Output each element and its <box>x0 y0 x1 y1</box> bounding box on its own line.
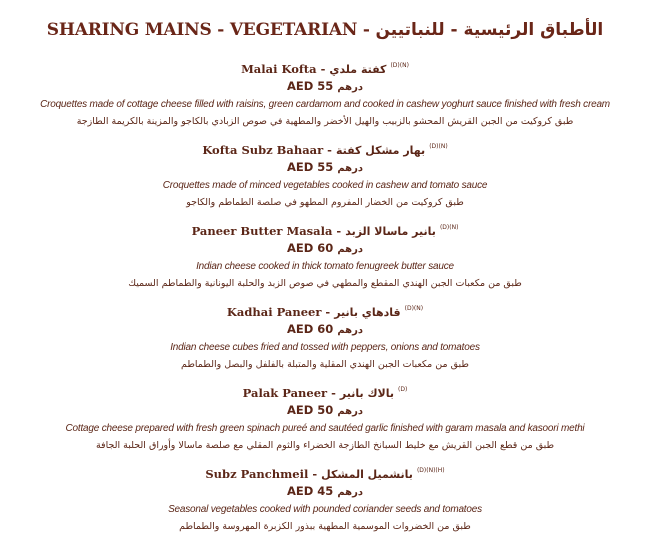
price-english: AED 55 <box>287 79 334 93</box>
dish-name-english: Paneer Butter Masala - <box>191 224 342 238</box>
dish-name <box>5 462 645 483</box>
price-english: AED 60 <box>287 241 334 255</box>
description-english: Indian cheese cooked in thick tomato fenugreek butter sauce <box>196 261 454 272</box>
title-english: SHARING MAINS - VEGETARIAN - <box>46 20 370 40</box>
price-arabic: درهم <box>337 82 363 93</box>
price-english: AED 45 <box>287 484 334 498</box>
dish-name-english: Palak Paneer - <box>242 386 336 400</box>
description-english: Croquettes made of cottage cheese filled with raisins, green cardamom and cooked in cashew yoghurt sauce finished with fresh cream <box>40 99 610 110</box>
description-arabic: طبق من قطع الجبن القريش مع خليط السبانخ الطازجة الخضراء والثوم المقلي مع صلصة ماسالا وأوراق الحلبة الجافة <box>95 440 555 451</box>
menu-item <box>5 300 645 374</box>
price-arabic: درهم <box>337 325 363 336</box>
dish-name <box>5 300 645 321</box>
menu-item <box>5 138 645 212</box>
dish-price <box>5 159 645 177</box>
price-arabic: درهم <box>337 163 363 174</box>
price-english: AED 55 <box>287 160 334 174</box>
dish-name-english: Kadhai Paneer - <box>226 305 331 319</box>
dish-name-english: Subz Panchmeil - <box>205 467 318 481</box>
description-arabic: طبق كروكيت من الجبن القريش المحشو بالزبيب والهيل الأخضر والمطهية في صوص الزبادي بالكاجو والمزينة بالكريمة الطازجة <box>76 116 574 127</box>
description-english: Indian cheese cubes fried and tossed with peppers, onions and tomatoes <box>170 342 480 353</box>
dish-price <box>5 483 645 501</box>
description-english: Cottage cheese prepared with fresh green spinach pureé and sautéed garlic finished with garam masala and kasoori methi <box>65 423 585 434</box>
dish-name-arabic: بانير ماسالا الزبد <box>345 225 436 238</box>
page-title <box>0 20 650 40</box>
menu-item <box>5 462 645 536</box>
menu-item <box>5 219 645 293</box>
dietary-tags: (D)(N) <box>390 62 409 69</box>
description-english: Seasonal vegetables cooked with pounded coriander seeds and tomatoes <box>168 504 482 515</box>
dish-price <box>5 240 645 258</box>
price-arabic: درهم <box>337 487 363 498</box>
dietary-tags: (D)(N)(H) <box>416 467 445 474</box>
dietary-tags: (D)(N) <box>404 305 424 312</box>
dish-price <box>5 402 645 420</box>
price-arabic: درهم <box>337 406 363 417</box>
dietary-tags: (D)(N) <box>439 224 459 231</box>
description-arabic: طبق من مكعبات الجبن الهندي المقطع والمطهي في صوص الزبد والحلبة اليونانية والطماطم السميك <box>128 278 522 289</box>
dish-name-arabic: بهار مشكل كفتة <box>335 144 426 157</box>
description-arabic: طبق كروكيت من الخضار المفروم المطهو في صلصة الطماطم والكاجو <box>186 197 464 208</box>
price-english: AED 60 <box>287 322 334 336</box>
dish-name <box>5 381 645 402</box>
description-arabic: طبق من الخضروات الموسمية المطهية ببذور الكزبرة المهروسة والطماطم <box>179 521 471 532</box>
dish-name <box>5 138 645 159</box>
dish-price <box>5 78 645 96</box>
menu-item <box>5 57 645 131</box>
title-arabic: الأطباق الرئيسية - للنباتيين <box>375 20 604 40</box>
dish-price <box>5 321 645 339</box>
price-english: AED 50 <box>287 403 334 417</box>
dish-name-english: Kofta Subz Bahaar - <box>202 143 332 157</box>
dish-name-arabic: بالاك بانير <box>339 387 394 400</box>
dish-name <box>5 219 645 240</box>
menu-item <box>5 381 645 455</box>
description-arabic: طبق من مكعبات الجبن الهندي المقلية والمتبلة بالفلفل والبصل والطماطم <box>181 359 469 370</box>
dish-name-arabic: قادهاي بانير <box>334 306 401 319</box>
dish-name-arabic: بانشميل المشكل <box>321 468 413 481</box>
dietary-tags: (D) <box>398 386 408 393</box>
dish-name-english: Malai Kofta - <box>241 62 326 76</box>
dietary-tags: (D)(N) <box>429 143 448 150</box>
price-arabic: درهم <box>337 244 363 255</box>
description-english: Croquettes made of minced vegetables cooked in cashew and tomato sauce <box>162 180 488 191</box>
dish-name <box>5 57 645 78</box>
dish-name-arabic: كفتة ملدي <box>329 63 387 76</box>
